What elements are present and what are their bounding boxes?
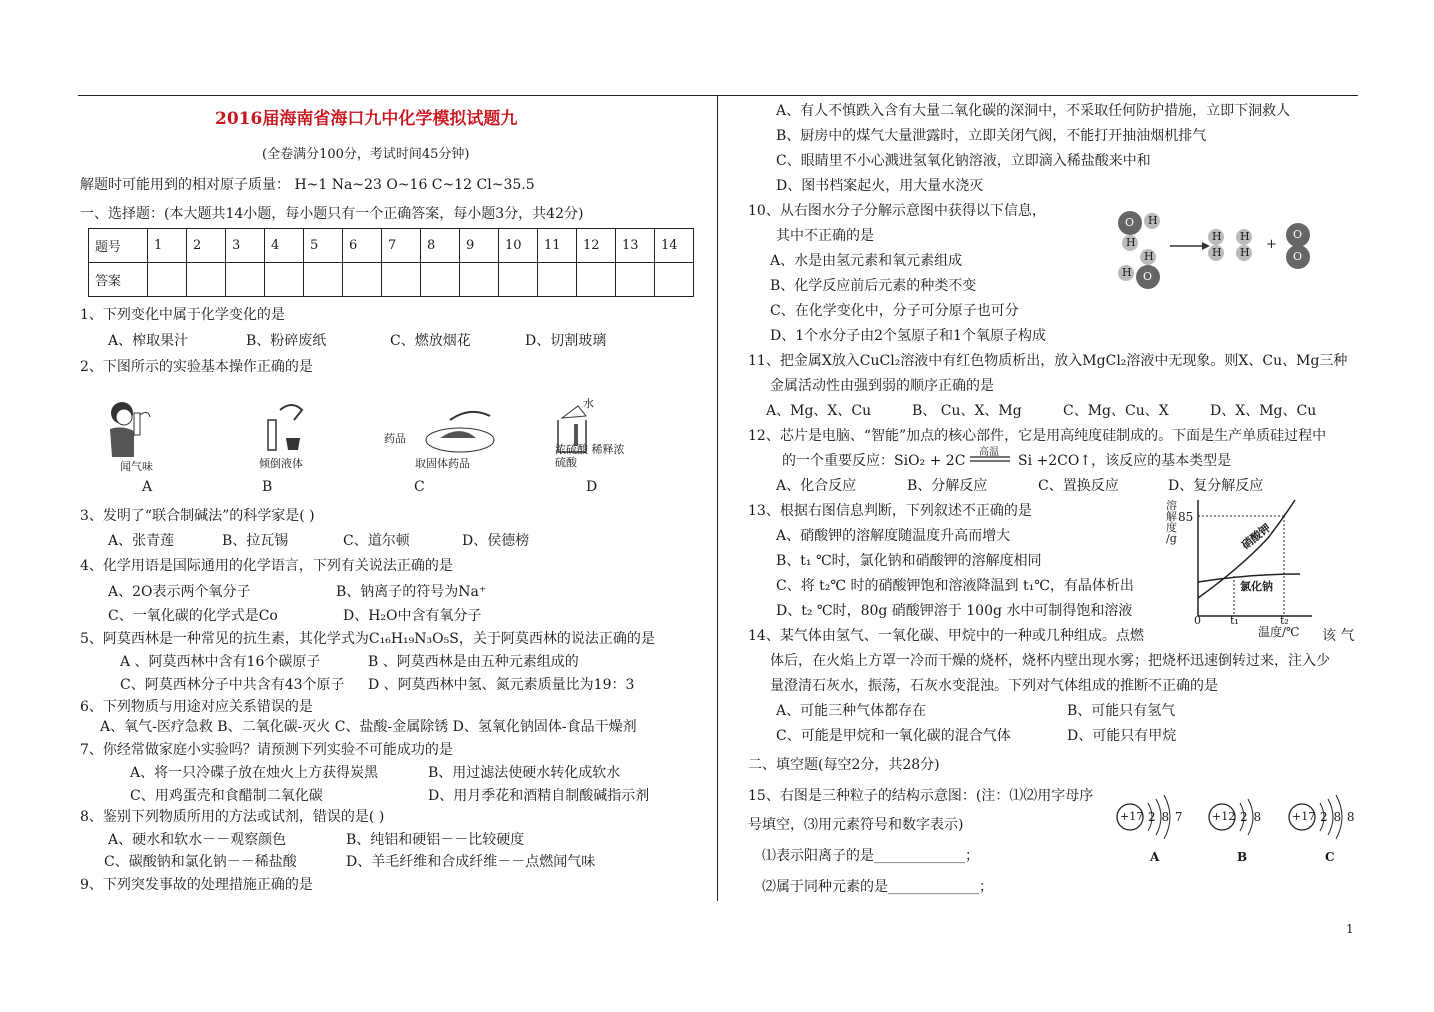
- q13-option-a: A、硝酸钾的溶解度随温度升高而增大: [776, 528, 1011, 544]
- question-14-line3: 量澄清石灰水，振荡，石灰水变混浊。下列对气体组成的推断不正确的是: [770, 678, 1218, 694]
- graph-t2: t₂: [1280, 614, 1289, 627]
- question-15-line2: 号填空，⑶用元素符号和数字表示): [748, 817, 964, 833]
- answer-cell[interactable]: [343, 263, 382, 297]
- question-14-line2: 体后，在火焰上方罩一冷而干燥的烧杯，烧杯内壁出现水雾；把烧杯迅速倒转过来，注入少: [770, 653, 1330, 669]
- q8-option-a: A、硬水和软水－－观察颜色: [108, 832, 287, 848]
- atom-h-1: H: [1148, 214, 1158, 227]
- atom-h-8: H: [1240, 246, 1250, 259]
- q5-option-b: B 、阿莫西林是由五种元素组成的: [368, 654, 579, 670]
- q2-caption-d: 浓硫酸 稀释浓硫酸: [555, 443, 625, 469]
- answer-cell[interactable]: [577, 263, 616, 297]
- atom-h-7: H: [1240, 230, 1250, 243]
- particle-a-nucleus: +17: [1120, 810, 1144, 823]
- q5-option-d: D 、阿莫西林中氢、氮元素质量比为19：3: [368, 677, 635, 693]
- answer-cell[interactable]: [187, 263, 226, 297]
- particle-a-shells: 2 8 7: [1148, 810, 1184, 824]
- table-cell: 13: [616, 229, 655, 263]
- reaction-condition: 高温: [979, 447, 999, 458]
- q1-option-b: B、粉碎废纸: [246, 333, 327, 349]
- table-cell: 14: [655, 229, 694, 263]
- q14-option-a: A、可能三种气体都存在: [776, 703, 927, 719]
- q2-label-d: D: [586, 479, 598, 495]
- q12-option-d: D、复分解反应: [1168, 478, 1264, 494]
- graph-y-label-char: 溶: [1166, 499, 1177, 512]
- q2-caption-b: 倾倒液体: [259, 457, 303, 470]
- answer-cell[interactable]: [382, 263, 421, 297]
- question-1: 1、下列变化中属于化学变化的是: [80, 307, 285, 323]
- smell-illustration: [100, 395, 170, 465]
- answer-cell[interactable]: [421, 263, 460, 297]
- question-3: 3、发明了“联合制碱法”的科学家是( ): [80, 508, 315, 524]
- q13-option-b: B、t₁ ℃时，氯化钠和硝酸钾的溶解度相同: [776, 553, 1042, 569]
- answer-cell[interactable]: [655, 263, 694, 297]
- graph-origin: 0: [1194, 614, 1201, 627]
- table-cell: 11: [538, 229, 577, 263]
- question-11-line2: 金属活动性由强到弱的顺序正确的是: [770, 378, 994, 394]
- table-cell: 10: [499, 229, 538, 263]
- plus-sign: +: [1266, 237, 1277, 252]
- q12-option-b: B、分解反应: [907, 478, 988, 494]
- q11-option-d: D、X、Mg、Cu: [1210, 403, 1317, 419]
- q14-option-d: D、可能只有甲烷: [1067, 728, 1177, 744]
- question-15: 15、右图是三种粒子的结构示意图：(注：⑴⑵用字母序: [748, 788, 1094, 804]
- table-cell: 7: [382, 229, 421, 263]
- q8-option-d: D、羊毛纤维和合成纤维－－点燃闻气味: [346, 854, 596, 870]
- atom-h-6: H: [1212, 246, 1222, 259]
- q9-option-a: A、有人不慎跌入含有大量二氧化碳的深洞中，不采取任何防护措施，立即下洞救人: [776, 103, 1291, 119]
- reaction-equals-sign: [970, 456, 1010, 464]
- particle-c-nucleus: +17: [1292, 810, 1316, 823]
- q2-caption-a: 闻气味: [120, 460, 153, 473]
- graph-tick-85: 85: [1178, 510, 1194, 524]
- table-row: [89, 263, 694, 297]
- q13-option-d: D、t₂ ℃时，80g 硝酸钾溶于 100g 水中可制得饱和溶液: [776, 603, 1133, 619]
- q8-option-b: B、纯铝和硬铝－－比较硬度: [346, 832, 525, 848]
- q2-label-shui: 水: [583, 397, 594, 410]
- answer-cell[interactable]: [148, 263, 187, 297]
- q3-option-a: A、张青莲: [108, 533, 175, 549]
- q11-option-a: A、Mg、X、Cu: [766, 403, 872, 419]
- q9-option-d: D、图书档案起火，用大量水浇灭: [776, 178, 984, 194]
- particle-a-label: A: [1150, 850, 1160, 864]
- question-12-line2-end: Si +2CO↑，该反应的基本类型是: [1018, 453, 1232, 469]
- atom-h-2: H: [1126, 236, 1136, 249]
- atom-o-3: O: [1293, 228, 1303, 241]
- q2-caption-c: 取固体药品: [415, 457, 470, 470]
- table-cell: 答案: [89, 263, 148, 297]
- table-cell: 6: [343, 229, 382, 263]
- q7-option-b: B、用过滤法使硬水转化成软水: [428, 765, 621, 781]
- graph-kno3-label: 硝酸钾: [1239, 521, 1274, 552]
- question-14-tail: 该 气: [1322, 628, 1355, 644]
- atom-h-5: H: [1212, 230, 1222, 243]
- answer-cell[interactable]: [304, 263, 343, 297]
- q5-option-a: A 、阿莫西林中含有16个碳原子: [120, 654, 321, 670]
- q4-option-a: A、2O表示两个氧分子: [108, 584, 251, 600]
- atom-h-3: H: [1144, 250, 1154, 263]
- q7-option-a: A、将一只冷碟子放在烛火上方获得炭黑: [130, 765, 379, 781]
- particle-c-shells: 2 8 8: [1320, 810, 1356, 824]
- table-row: [89, 229, 694, 263]
- exam-info: (全卷满分100分，考试时间45分钟): [262, 147, 470, 162]
- question-10: 10、从右图水分子分解示意图中获得以下信息，: [748, 203, 1046, 219]
- question-10-line2: 其中不正确的是: [776, 228, 874, 244]
- question-6: 6、下列物质与用途对应关系错误的是: [80, 699, 313, 715]
- table-cell: 3: [226, 229, 265, 263]
- section-fill-heading: 二、填空题(每空2分，共28分): [748, 757, 940, 773]
- graph-y-label-char: /g: [1166, 532, 1177, 545]
- answer-cell[interactable]: [226, 263, 265, 297]
- answer-cell[interactable]: [265, 263, 304, 297]
- question-2: 2、下图所示的实验基本操作正确的是: [80, 359, 313, 375]
- answer-cell[interactable]: [616, 263, 655, 297]
- particle-c-label: C: [1325, 850, 1335, 864]
- table-cell: 9: [460, 229, 499, 263]
- q1-option-a: A、榨取果汁: [108, 333, 189, 349]
- graph-y-label-char: 解: [1166, 510, 1177, 523]
- q7-option-d: D、用月季花和酒精自制酸碱指示剂: [428, 788, 650, 804]
- q15-blank-1: ⑴表示阳离子的是_____________；: [762, 848, 979, 864]
- question-12: 12、芯片是电脑、“智能”加点的核心部件，它是用高纯度硅制成的。下面是生产单质硅过程中: [748, 428, 1327, 444]
- question-11: 11、把金属X放入CuCl₂溶液中有红色物质析出，放入MgCl₂溶液中无现象。则X、Cu、Mg三种: [748, 353, 1348, 369]
- q11-option-c: C、Mg、Cu、X: [1063, 403, 1169, 419]
- q3-option-b: B、拉瓦锡: [222, 533, 289, 549]
- graph-y-label: [1166, 500, 1178, 544]
- q10-option-d: D、1个水分子由2个氢原子和1个氧原子构成: [770, 328, 1046, 344]
- solubility-graph: [1190, 498, 1320, 623]
- question-13: 13、根据右图信息判断，下列叙述不正确的是: [748, 503, 1032, 519]
- column-divider: [717, 96, 718, 901]
- question-4: 4、化学用语是国际通用的化学语言，下列有关说法正确的是: [80, 558, 453, 574]
- question-5: 5、阿莫西林是一种常见的抗生素，其化学式为C₁₆H₁₉N₃O₅S，关于阿莫西林的说法正确的是: [80, 631, 655, 647]
- question-8: 8、鉴别下列物质所用的方法或试剂，错误的是( ): [80, 809, 385, 825]
- q1-option-c: C、燃放烟花: [390, 333, 471, 349]
- q4-option-b: B、钠离子的符号为Na⁺: [336, 584, 487, 600]
- q14-option-b: B、可能只有氢气: [1067, 703, 1176, 719]
- q4-option-c: C、一氧化碳的化学式是Co: [108, 608, 278, 624]
- graph-y-label-char: 度: [1166, 521, 1177, 534]
- particle-b-shells: 2 8: [1240, 810, 1263, 824]
- question-7: 7、你经常做家庭小实验吗？请预测下列实验不可能成功的是: [80, 742, 453, 758]
- answer-cell[interactable]: [499, 263, 538, 297]
- q9-option-c: C、眼睛里不小心溅进氢氧化钠溶液，立即滴入稀盐酸来中和: [776, 153, 1151, 169]
- answer-cell[interactable]: [538, 263, 577, 297]
- graph-x-label: 温度/℃: [1258, 625, 1300, 639]
- table-cell: 5: [304, 229, 343, 263]
- answer-cell[interactable]: [460, 263, 499, 297]
- table-cell: 2: [187, 229, 226, 263]
- table-cell: 8: [421, 229, 460, 263]
- q12-option-a: A、化合反应: [776, 478, 857, 494]
- question-12-line2: 的一个重要反应：SiO₂ + 2C: [782, 453, 966, 469]
- q15-blank-2: ⑵属于同种元素的是_____________；: [762, 879, 993, 895]
- page-title: 2016届海南省海口九中化学模拟试题九: [215, 109, 518, 129]
- table-cell: 题号: [89, 229, 148, 263]
- q2-label-b: B: [262, 479, 273, 495]
- question-9: 9、下列突发事故的处理措施正确的是: [80, 877, 313, 893]
- question-14: 14、某气体由氢气、一氧化碳、甲烷中的一种或几种组成。点燃: [748, 628, 1144, 644]
- q10-option-c: C、在化学变化中，分子可分原子也可分: [770, 303, 1019, 319]
- q7-option-c: C、用鸡蛋壳和食醋制二氧化碳: [130, 788, 323, 804]
- q9-option-b: B、厨房中的煤气大量泄露时，立即关闭气阀，不能打开抽油烟机排气: [776, 128, 1207, 144]
- q12-option-c: C、置换反应: [1038, 478, 1119, 494]
- atom-h-4: H: [1122, 266, 1132, 279]
- section-choice-heading: 一、选择题：(本大题共14小题，每小题只有一个正确答案，每小题3分，共42分): [80, 206, 584, 222]
- q5-option-c: C、阿莫西林分子中共含有43个原子: [120, 677, 345, 693]
- table-cell: 4: [265, 229, 304, 263]
- q2-label-c: C: [414, 479, 425, 495]
- q4-option-d: D、H₂O中含有氧分子: [343, 608, 482, 624]
- atom-o-2: O: [1143, 270, 1153, 283]
- q8-option-c: C、碳酸钠和氯化钠－－稀盐酸: [104, 854, 297, 870]
- q3-option-d: D、侯德榜: [462, 533, 530, 549]
- take-solid-illustration: [420, 400, 500, 460]
- particle-b-nucleus: +12: [1212, 810, 1236, 823]
- atomic-masses: 解题时可能用到的相对原子质量： H~1 Na~23 O~16 C~12 Cl~35.5: [80, 177, 535, 193]
- q3-option-c: C、道尔顿: [343, 533, 410, 549]
- q11-option-b: B、 Cu、X、Mg: [912, 403, 1022, 419]
- q6-options: A、氧气-医疗急救 B、二氧化碳-灭火 C、盐酸-金属除锈 D、氢氧化钠固体-食品干燥剂: [100, 719, 637, 735]
- table-cell: 1: [148, 229, 187, 263]
- q13-option-c: C、将 t₂℃ 时的硝酸钾饱和溶液降温到 t₁℃，有晶体析出: [776, 578, 1134, 594]
- atom-o-1: O: [1125, 216, 1135, 229]
- q1-option-d: D、切割玻璃: [525, 333, 607, 349]
- q2-label-yaopin: 药品: [384, 432, 406, 445]
- q2-label-a: A: [142, 479, 153, 495]
- top-rule: [78, 95, 1358, 96]
- answer-table: [88, 228, 694, 297]
- q10-option-b: B、化学反应前后元素的种类不变: [770, 278, 977, 294]
- page-number: 1: [1346, 922, 1354, 936]
- atom-o-4: O: [1293, 250, 1303, 263]
- particle-b-label: B: [1237, 850, 1248, 864]
- graph-nacl-label: 氯化钠: [1240, 580, 1273, 593]
- graph-t1: t₁: [1230, 614, 1239, 627]
- q14-option-c: C、可能是甲烷和一氧化碳的混合气体: [776, 728, 1011, 744]
- table-cell: 12: [577, 229, 616, 263]
- q10-option-a: A、水是由氢元素和氧元素组成: [770, 253, 963, 269]
